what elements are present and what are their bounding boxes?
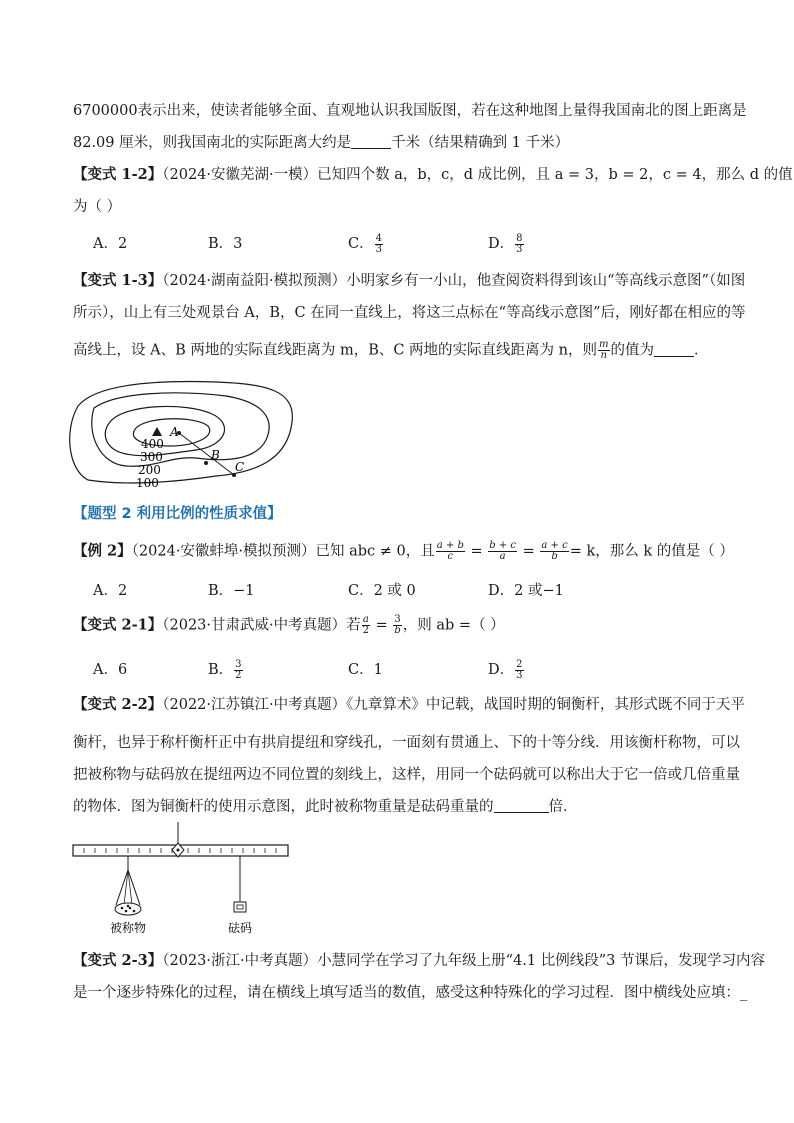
option-c: C．1	[348, 662, 383, 678]
answer-blank	[494, 798, 549, 813]
fraction-den: n	[600, 350, 607, 361]
option-label: B．	[208, 662, 234, 678]
fraction	[436, 541, 465, 562]
paragraph-line	[73, 133, 569, 153]
question-text: （2023·浙江·中考真题）小慧同学在学习了九年级上册“4.1 比例线段”3 节课后，发现学习内容	[162, 953, 765, 969]
fraction-den: 2	[362, 625, 369, 636]
question-text: （2023·甘肃武威·中考真题）若	[162, 617, 361, 634]
question-v22-line	[73, 695, 745, 715]
fraction	[375, 234, 383, 255]
text-segment: 82.09 厘米，则我国南北的实际距离大约是	[73, 135, 352, 151]
fraction-num: 3	[235, 658, 242, 670]
fraction-den: a	[499, 551, 506, 562]
label-weight: 砝码	[228, 921, 253, 935]
question-text: （2024·湖南益阳·模拟预测）小明家乡有一小山，他查阅资料得到该山“等高线示意图”（如图	[162, 273, 746, 289]
question-tag: 【变式 2-2】	[73, 696, 163, 713]
question-text: （2024·安徽蚌埠·模拟预测）已知 abc ≠ 0，且	[131, 543, 435, 560]
options-row	[0, 658, 794, 681]
question-v21-line: 【变式 2-1】（2023·甘肃武威·中考真题）若 $\frac{a}{2}$ = $\frac{3}{b}$ ，则 ab =（ ）	[73, 614, 505, 636]
fraction	[598, 340, 609, 361]
question-v13-line	[73, 271, 745, 291]
fraction	[515, 234, 523, 255]
fraction-num: 3	[394, 614, 401, 625]
label-a: A	[170, 425, 179, 439]
text-segment: 的值为	[610, 342, 654, 359]
option-a: A．2	[93, 236, 128, 252]
contour-100	[70, 382, 293, 483]
question-tag: 【变式 2-1】	[73, 616, 163, 634]
balance-beam-figure	[70, 820, 292, 938]
question-v12-line: 为（ ）	[73, 199, 122, 215]
label-200: 200	[138, 463, 161, 477]
text-segment: ．	[694, 342, 709, 359]
fraction-den: 2	[235, 669, 242, 681]
question-v22-line: 衡杆，也异于称杆衡杆正中有拱肩提纽和穿线孔，一面刻有贯通上、下的十等分线．用该衡杆称物，可以	[73, 735, 740, 751]
fraction	[234, 660, 242, 681]
question-text: ，则 ab =（ ）	[402, 617, 505, 634]
question-v13-line	[73, 340, 709, 361]
question-ex2-line: 【例 2】（2024·安徽蚌埠·模拟预测）已知 abc ≠ 0，且 $\frac{a + b}{c}$ = $\frac{b + c}{a}$ = $\frac{a + c}{b}$ = k，那么 k 的值是（ ）	[73, 540, 734, 562]
option-d: D．2 或−1	[488, 583, 564, 599]
option-c: C．2 或 0	[348, 583, 416, 599]
question-tag: 【例 2】	[73, 542, 132, 560]
contour-300	[105, 406, 224, 455]
question-tag: 【变式 1-3】	[73, 272, 163, 289]
answer-blank	[654, 342, 694, 357]
summit-triangle	[152, 427, 162, 436]
question-tag: 【变式 2-3】	[73, 952, 163, 969]
text-segment: 高线上，设 A、B 两地的实际直线距离为 m，B、C 两地的实际直线距离为 n，则	[73, 342, 598, 359]
question-v22-line: 把被称物与砝码放在提纽两边不同位置的刻线上，这样，用同一个砝码就可以称出大于它一倍或几倍重量	[73, 767, 740, 783]
fraction-num: a	[362, 614, 369, 625]
fraction-num: 4	[375, 232, 382, 244]
options-row	[0, 232, 794, 255]
label-c: C	[235, 460, 245, 474]
question-tag: 【变式 1-2】	[73, 166, 163, 183]
option-d	[488, 658, 525, 681]
fraction	[488, 541, 517, 562]
fraction-den: 3	[516, 669, 523, 681]
fraction	[515, 660, 523, 681]
fraction-den: b	[394, 625, 401, 636]
paragraph-line: 6700000表示出来，使读者能够全面、直观地认识我国版图，若在这种地图上量得我国南北的图上距离是	[73, 103, 747, 119]
text-segment: 是一个逐步特殊化的过程，请在横线上填写适当的数值，感受这种特殊化的学习过程．图中横线处应填：	[73, 985, 740, 1001]
text-segment: 倍．	[548, 799, 578, 815]
option-a: A．2	[93, 583, 128, 599]
contour-200	[92, 393, 269, 466]
text-segment: 千米（结果精确到 1 千米）	[391, 135, 570, 151]
answer-blank	[351, 134, 391, 149]
option-label: C．	[348, 236, 374, 252]
question-v23-line	[73, 951, 765, 971]
option-b: B．−1	[208, 583, 255, 599]
weight-block	[234, 902, 246, 912]
contour-map-figure	[66, 378, 302, 492]
fraction	[362, 615, 370, 636]
question-text: （2024·安徽芜湖·一模）已知四个数 a，b，c，d 成比例，且 a = 3，b = 2，c = 4，那么 d 的值	[162, 167, 793, 183]
label-object: 被称物	[110, 921, 147, 935]
label-300: 300	[140, 450, 163, 464]
options-row	[0, 579, 794, 599]
option-label: D．	[488, 236, 515, 252]
line-abc	[179, 433, 234, 475]
option-b	[208, 658, 244, 681]
fraction	[540, 541, 568, 562]
option-d	[488, 232, 525, 255]
fraction-num: a + b	[436, 540, 464, 551]
label-b: B	[211, 448, 220, 462]
text-segment: 的物体．图为铜衡杆的使用示意图，此时被称物重量是砝码重量的	[73, 799, 494, 815]
question-v23-line	[73, 983, 747, 1003]
answer-blank: _	[740, 985, 748, 1001]
fraction-den: 3	[516, 243, 523, 255]
fraction-num: b + c	[489, 540, 516, 551]
section-title: 【题型 2 利用比例的性质求值】	[73, 506, 282, 522]
question-v12-line	[73, 165, 793, 185]
option-a: A．6	[93, 662, 128, 678]
option-label: D．	[488, 662, 515, 678]
fraction-den: c	[447, 551, 454, 562]
question-text: （2022·江苏镇江·中考真题）《九章算术》中记载，战国时期的铜衡杆，其形式既不同于天平	[162, 697, 745, 713]
question-text: = k，那么 k 的值是（ ）	[569, 543, 734, 560]
fraction	[393, 615, 401, 636]
fraction-num: 2	[516, 658, 523, 670]
fraction-num: 8	[516, 232, 523, 244]
fraction-num: m	[599, 339, 609, 350]
label-400: 400	[141, 437, 164, 451]
question-v22-line	[73, 797, 578, 817]
question-v13-line: 所示），山上有三处观景台 A，B，C 在同一直线上，将这三点标在“等高线示意图”后，刚好都在相应的等	[73, 305, 746, 321]
label-100: 100	[136, 476, 159, 490]
fraction-den: 3	[375, 243, 382, 255]
fraction-num: a + c	[541, 540, 568, 551]
option-c	[348, 232, 384, 255]
option-b: B．3	[208, 236, 243, 252]
point-b	[204, 461, 208, 465]
fraction-den: b	[551, 551, 558, 562]
